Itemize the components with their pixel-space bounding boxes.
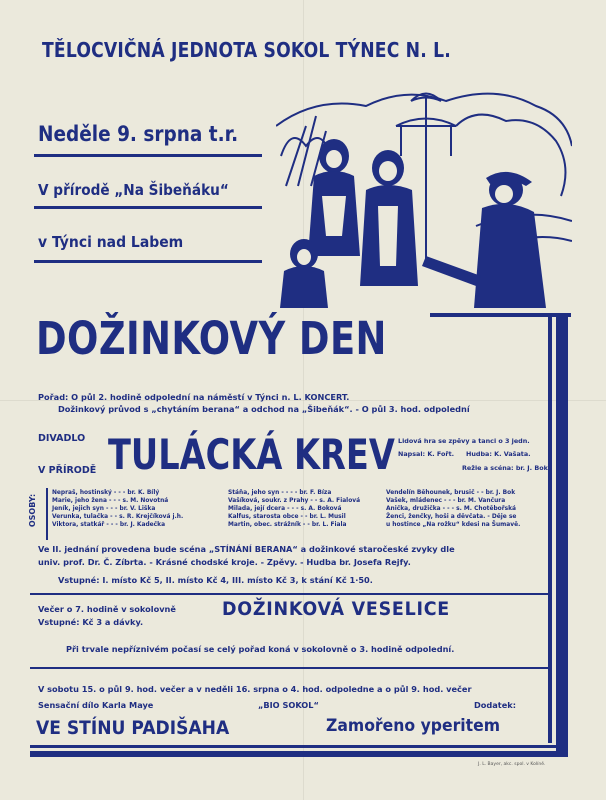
program-line-2: Dožinkový průvod s „chytáním berana“ a odchod na „Šibeňák“. - O půl 3. hod. odpolední (58, 404, 470, 414)
cast-entry: Milada, její dcera - - - s. A. Boková (228, 506, 342, 512)
cast-entry: Vašíková, soukr. z Prahy - - s. A. Fialová (228, 498, 361, 504)
cast-entry: Marie, jeho žena - - - s. M. Novotná (52, 498, 169, 504)
main-film-title: VE STÍNU PADIŠAHA (36, 717, 230, 739)
rule-after-play (30, 593, 548, 595)
evening-title: DOŽINKOVÁ VESELICE (222, 598, 450, 620)
cinema-schedule: V sobotu 15. o půl 9. hod. večer a v neděli 16. srpna o 4. hod. odpoledne a o půl 9. hod. večer (38, 684, 472, 694)
rule-after-evening (30, 667, 548, 669)
cast-entry: Verunka, tulačka - - s. R. Krejčíková j.h. (52, 514, 184, 520)
cast-entry: u hostince „Na rožku“ kdesi na Šumavě. (386, 522, 521, 528)
frame-right-outer (556, 313, 568, 753)
cast-label: OSOBY: (28, 493, 38, 528)
label-theatre: DIVADLO (38, 433, 86, 444)
cast-entry: Viktora, statkář - - - br. J. Kadečka (52, 522, 166, 528)
cast-bracket (46, 488, 48, 540)
rule-venue (34, 206, 262, 209)
cast-entry: Martin, obec. strážník - - br. L. Fiala (228, 522, 347, 528)
label-outdoors: V PŘÍRODĚ (38, 465, 97, 476)
rule-town (34, 260, 262, 263)
cinema-sensation: Sensační dílo Karla Maye (38, 700, 154, 710)
cast-entry: Jeník, jejich syn - - - br. V. Liška (52, 506, 156, 512)
cast-entry: Stáňa, jeho syn - - - - br. F. Bíza (228, 490, 332, 496)
rule-date (34, 154, 262, 157)
event-venue: V přírodě „Na Šibeňáku“ (38, 181, 229, 199)
cast-entry: Ženci, ženčky, hoši a děvčata. - Děje se (386, 514, 517, 520)
scene-line-2: univ. prof. Dr. Č. Zíbrta. - Krásné chodské kroje. - Zpěvy. - Hudba br. Josefa Rejfy. (38, 557, 411, 567)
printer-imprint: J. L. Bayer, akc. spol. v Kolíně. (478, 762, 546, 767)
play-music: Hudba: K. Vašata. (466, 450, 531, 458)
play-director: Režie a scéna: br. J. Bok. (462, 464, 551, 472)
program-line-1: Pořad: O půl 2. hodině odpolední na náměstí v Týnci n. L. KONCERT. (38, 392, 350, 402)
short-film-title: Zamořeno yperitem (326, 716, 501, 736)
cast-label-box (30, 488, 44, 538)
play-title: TULÁCKÁ KREV (108, 430, 395, 479)
event-date: Neděle 9. srpna t.r. (38, 122, 239, 146)
frame-bottom-inner (30, 745, 556, 748)
cast-column-1 (52, 489, 183, 529)
play-genre: Lidová hra se zpěvy a tanci o 3 jedn. (398, 437, 530, 445)
event-title: DOŽINKOVÝ DEN (36, 312, 387, 365)
cast-entry: Anička, družička - - - s. M. Chotěbořská (386, 506, 517, 512)
cinema-venue: „BIO SOKOL“ (258, 700, 319, 710)
cast-column-3 (386, 489, 520, 529)
frame-right-inner (548, 313, 552, 743)
play-author: Napsal: K. Fořt. (398, 450, 455, 458)
play-admission: Vstupné: I. místo Kč 5, II. místo Kč 4, III. místo Kč 3, k stání Kč 1·50. (58, 575, 373, 585)
cast-entry: Nepraš, hostinský - - - br. K. Bílý (52, 490, 160, 496)
scene-line-1: Ve II. jednání provedena bude scéna „STÍNÁNÍ BERANA“ a dožinkové staročeské zvyky dle (38, 544, 455, 554)
evening-time: Večer o 7. hodině v sokolovně (38, 604, 176, 614)
cast-entry: Vendelín Běhounek, brusič - - br. J. Bok (386, 490, 516, 496)
rain-note: Při trvale nepříznivém počasí se celý pořad koná v sokolovně o 3. hodině odpolední. (66, 644, 455, 654)
frame-bottom-outer (30, 751, 568, 757)
cinema-supplement-label: Dodatek: (474, 700, 516, 710)
cast-entry: Vašek, mládenec - - - br. M. Vančura (386, 498, 506, 504)
harvest-woodcut-illustration (276, 86, 572, 308)
cast-column-2 (228, 489, 360, 529)
event-town: v Týnci nad Labem (38, 233, 184, 251)
evening-admission: Vstupné: Kč 3 a dávky. (38, 617, 144, 627)
cast-entry: Kalfus, starosta obce - - br. L. Musil (228, 514, 346, 520)
organization-heading: TĚLOCVIČNÁ JEDNOTA SOKOL TÝNEC N. L. (42, 38, 451, 62)
